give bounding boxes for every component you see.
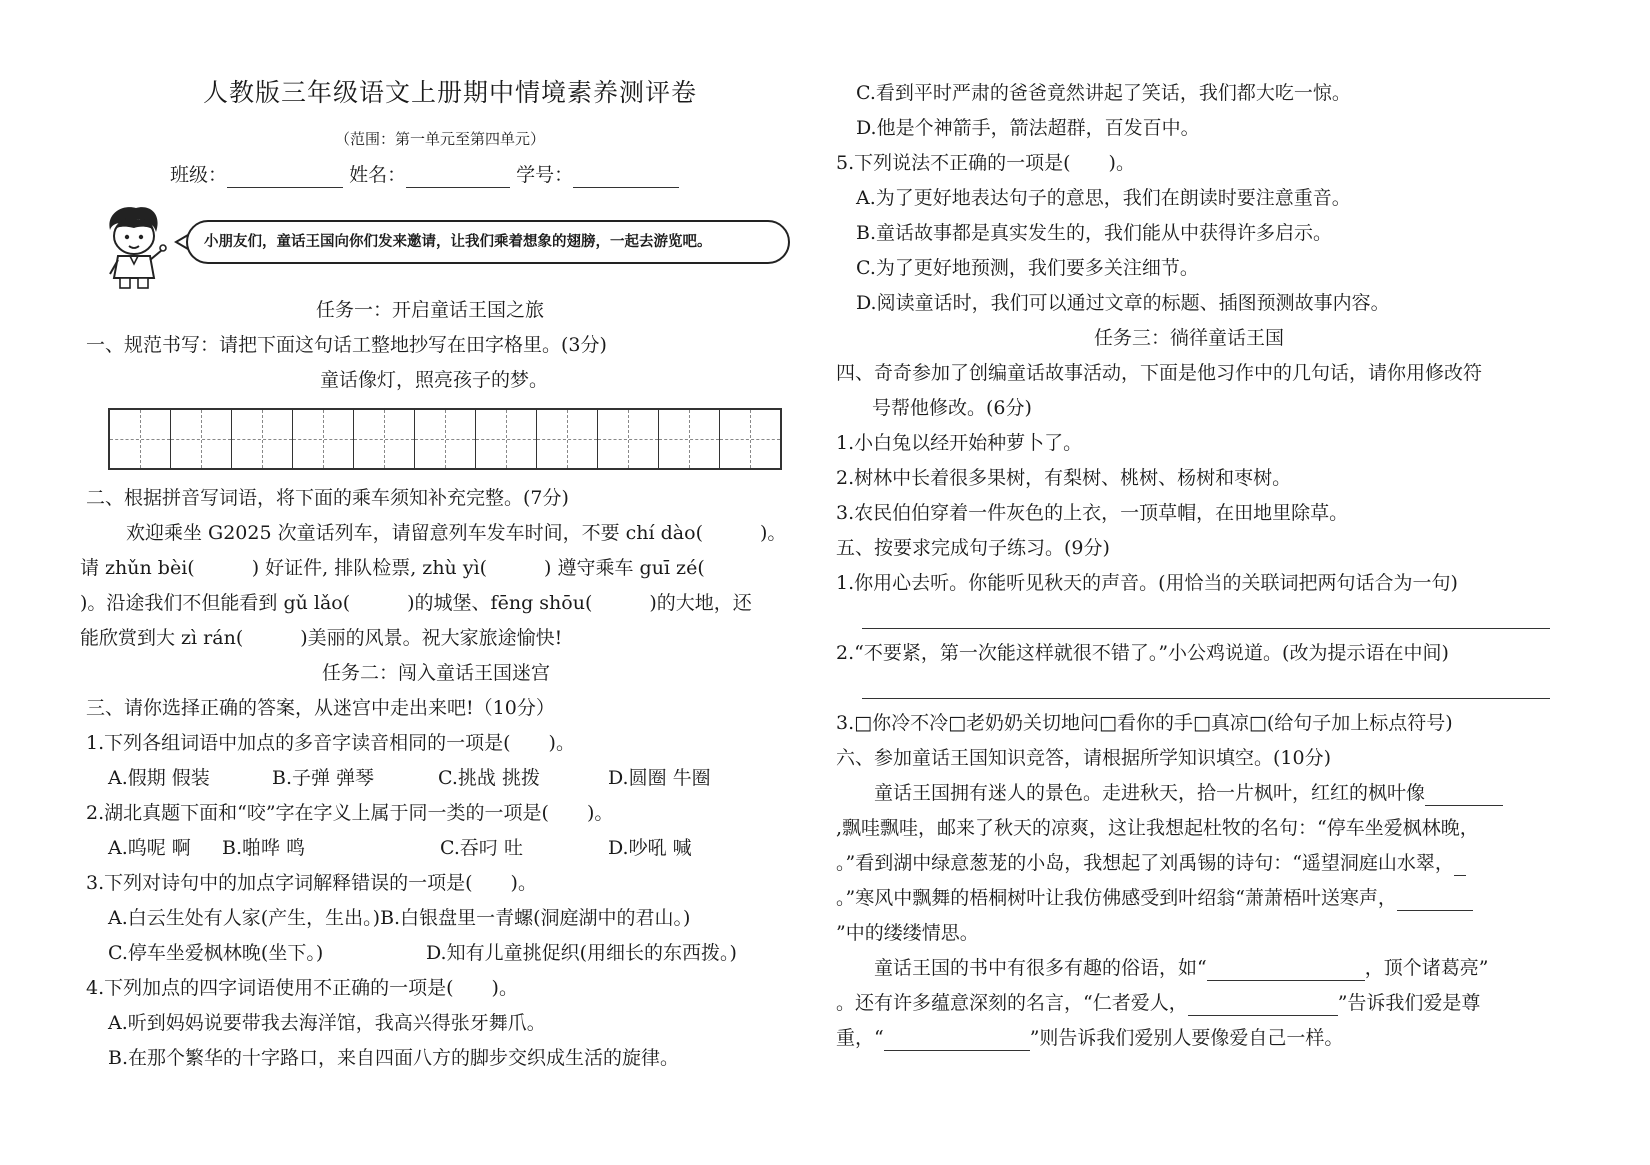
class-field[interactable]	[227, 165, 343, 188]
question-3-5: 5.下列说法不正确的一项是( )。	[836, 152, 1135, 174]
question-6-line-2: ,飘哇飘哇，邮来了秋天的凉爽，这让我想起杜牧的名句：“停车坐爱枫林晚，	[836, 817, 1479, 839]
question-6-line-3	[836, 850, 1466, 876]
q3-5-option-d: D.阅读童话时，我们可以通过文章的标题、插图预测故事内容。	[856, 292, 1390, 314]
answer-line[interactable]	[862, 698, 1550, 699]
question-6-line-7	[836, 990, 1480, 1016]
blank-field[interactable]	[1425, 783, 1503, 806]
question-4-line-1: 四、奇奇参加了创编童话故事活动，下面是他习作中的几句话，请你用修改符	[836, 362, 1483, 384]
q6-text: 童话王国的书中有很多有趣的俗语，如“	[874, 957, 1207, 979]
q3-3-option-d: D.知有儿童挑促织(用细长的东西拨。)	[426, 942, 737, 964]
page-title: 人教版三年级语文上册期中情境素养测评卷	[203, 78, 698, 107]
question-1-sentence: 童话像灯，照亮孩子的梦。	[320, 369, 549, 391]
q3-4-option-d: D.他是个神箭手，箭法超群，百发百中。	[856, 117, 1200, 139]
student-info	[170, 162, 679, 188]
blank-field[interactable]	[1454, 853, 1466, 876]
q6-text: 。”寒风中飘舞的梧桐树叶让我仿佛感受到叶绍翁“萧萧梧叶送寒声，	[836, 887, 1397, 909]
grid-cell[interactable]	[293, 410, 354, 468]
q3-4-option-b: B.在那个繁华的十字路口，来自四面八方的脚步交织成生活的旋律。	[108, 1047, 680, 1069]
q6-text: ”告诉我们爱是尊	[1337, 992, 1481, 1014]
grid-cell[interactable]	[659, 410, 720, 468]
question-4-1: 1.小白兔以经开始种萝卜了。	[836, 432, 1083, 454]
q3-2-option-a: A.呜呢 啊	[108, 837, 191, 859]
blank-field[interactable]	[1188, 993, 1338, 1016]
question-6: 六、参加童话王国知识竞答，请根据所学知识填空。(10分)	[836, 747, 1332, 769]
id-label: 学号：	[516, 164, 574, 186]
question-3-2: 2.湖北真题下面和“咬”字在字义上属于同一类的一项是( )。	[86, 802, 614, 824]
q6-text: 重，“	[836, 1027, 884, 1049]
question-5-1: 1.你用心去听。你能听见秋天的声音。(用恰当的关联词把两句话合为一句)	[836, 572, 1458, 594]
writing-grid[interactable]	[108, 408, 782, 470]
question-5-2: 2.“不要紧，第一次能这样就很不错了。”小公鸡说道。(改为提示语在中间)	[836, 642, 1449, 664]
q3-3-option-ab: A.白云生处有人家(产生，生出。)B.白银盘里一青螺(洞庭湖中的君山。)	[108, 907, 691, 929]
name-field[interactable]	[406, 165, 510, 188]
task-3-heading: 任务三：徜徉童话王国	[1094, 327, 1285, 349]
question-2-line-3: )。沿途我们不但能看到 gǔ lǎo( )的城堡、fēng shōu( )的大地，还	[80, 592, 752, 614]
question-6-line-4	[836, 885, 1473, 911]
question-2-line-2: 请 zhǔn bèi( ) 好证件, 排队检票, zhù yì( ) 遵守乘车 guī zé(	[80, 557, 705, 579]
q3-5-option-c: C.为了更好地预测，我们要多关注细节。	[856, 257, 1199, 279]
question-4-line-2: 号帮他修改。(6分)	[872, 397, 1032, 419]
student-id-field[interactable]	[573, 165, 679, 188]
question-2-line-4: 能欣赏到大 zì rán( )美丽的风景。祝大家旅途愉快!	[80, 627, 563, 649]
question-4-3: 3.农民伯伯穿着一件灰色的上衣，一顶草帽，在田地里除草。	[836, 502, 1349, 524]
question-2: 二、根据拼音写词语，将下面的乘车须知补充完整。(7分)	[86, 487, 569, 509]
grid-cell[interactable]	[476, 410, 537, 468]
q3-5-option-b: B.童话故事都是真实发生的，我们能从中获得许多启示。	[856, 222, 1333, 244]
question-6-line-6	[874, 955, 1488, 981]
q3-2-option-b: B.啪哗 鸣	[222, 837, 306, 859]
grid-cell[interactable]	[354, 410, 415, 468]
q3-1-option-a: A.假期 假装	[108, 767, 210, 789]
grid-cell[interactable]	[598, 410, 659, 468]
blank-field[interactable]	[1397, 888, 1473, 911]
question-6-line-5: ”中的缕缕情思。	[836, 922, 979, 944]
blank-field[interactable]	[884, 1028, 1030, 1051]
q6-text: ，顶个诸葛亮”	[1364, 957, 1489, 979]
class-label: 班级：	[170, 164, 228, 186]
q3-4-option-a: A.听到妈妈说要带我去海洋馆，我高兴得张牙舞爪。	[108, 1012, 546, 1034]
question-2-line-1: 欢迎乘坐 G2025 次童话列车，请留意列车发车时间，不要 chí dào( )。	[126, 522, 787, 544]
question-5: 五、按要求完成句子练习。(9分)	[836, 537, 1110, 559]
grid-cell[interactable]	[415, 410, 476, 468]
q3-3-option-c: C.停车坐爱枫林晚(坐下。)	[108, 942, 324, 964]
grid-cell[interactable]	[720, 410, 780, 468]
q3-1-option-b: B.子弹 弹琴	[272, 767, 375, 789]
name-label: 姓名：	[349, 164, 407, 186]
grid-cell[interactable]	[171, 410, 232, 468]
q6-text: 。”看到湖中绿意葱茏的小岛，我想起了刘禹锡的诗句：“遥望洞庭山水翠，	[836, 852, 1454, 874]
q3-2-option-d: D.吵吼 喊	[608, 837, 692, 859]
exam-range: （范围：第一单元至第四单元）	[335, 130, 546, 148]
boy-illustration-icon	[100, 204, 170, 290]
grid-cell[interactable]	[537, 410, 598, 468]
q3-2-option-c: C.吞叼 吐	[440, 837, 523, 859]
blank-field[interactable]	[1207, 958, 1365, 981]
q6-text: 。还有许多蕴意深刻的名言，“仁者爱人，	[836, 992, 1188, 1014]
question-4-2: 2.树林中长着很多果树，有梨树、桃树、杨树和枣树。	[836, 467, 1292, 489]
q3-1-option-c: C.挑战 挑拨	[438, 767, 540, 789]
question-6-line-8	[836, 1025, 1343, 1051]
task-1-heading: 任务一：开启童话王国之旅	[316, 299, 545, 321]
question-6-line-1	[874, 780, 1503, 806]
q3-1-option-d: D.圆圈 牛圈	[608, 767, 711, 789]
q6-text: 童话王国拥有迷人的景色。走进秋天，拾一片枫叶，红红的枫叶像	[874, 782, 1426, 804]
question-5-3: 3.□你冷不冷□老奶奶关切地问□看你的手□真凉□(给句子加上标点符号)	[836, 712, 1453, 734]
question-3-4: 4.下列加点的四字词语使用不正确的一项是( )。	[86, 977, 518, 999]
q3-5-option-a: A.为了更好地表达句子的意思，我们在朗读时要注意重音。	[856, 187, 1351, 209]
task-2-heading: 任务二：闯入童话王国迷宫	[322, 662, 551, 684]
question-1: 一、规范书写：请把下面这句话工整地抄写在田字格里。(3分)	[86, 334, 607, 356]
grid-cell[interactable]	[110, 410, 171, 468]
question-3-1: 1.下列各组词语中加点的多音字读音相同的一项是( )。	[86, 732, 575, 754]
question-3: 三、请你选择正确的答案，从迷宫中走出来吧!（10分）	[86, 697, 555, 719]
question-3-3: 3.下列对诗句中的加点字词解释错误的一项是( )。	[86, 872, 537, 894]
answer-line[interactable]	[862, 628, 1550, 629]
speech-bubble: 小朋友们，童话王国向你们发来邀请，让我们乘着想象的翅膀，一起去游览吧。	[186, 220, 790, 264]
q6-text: ”则告诉我们爱别人要像爱自己一样。	[1029, 1027, 1344, 1049]
grid-cell[interactable]	[232, 410, 293, 468]
q3-4-option-c: C.看到平时严肃的爸爸竟然讲起了笑话，我们都大吃一惊。	[856, 82, 1351, 104]
